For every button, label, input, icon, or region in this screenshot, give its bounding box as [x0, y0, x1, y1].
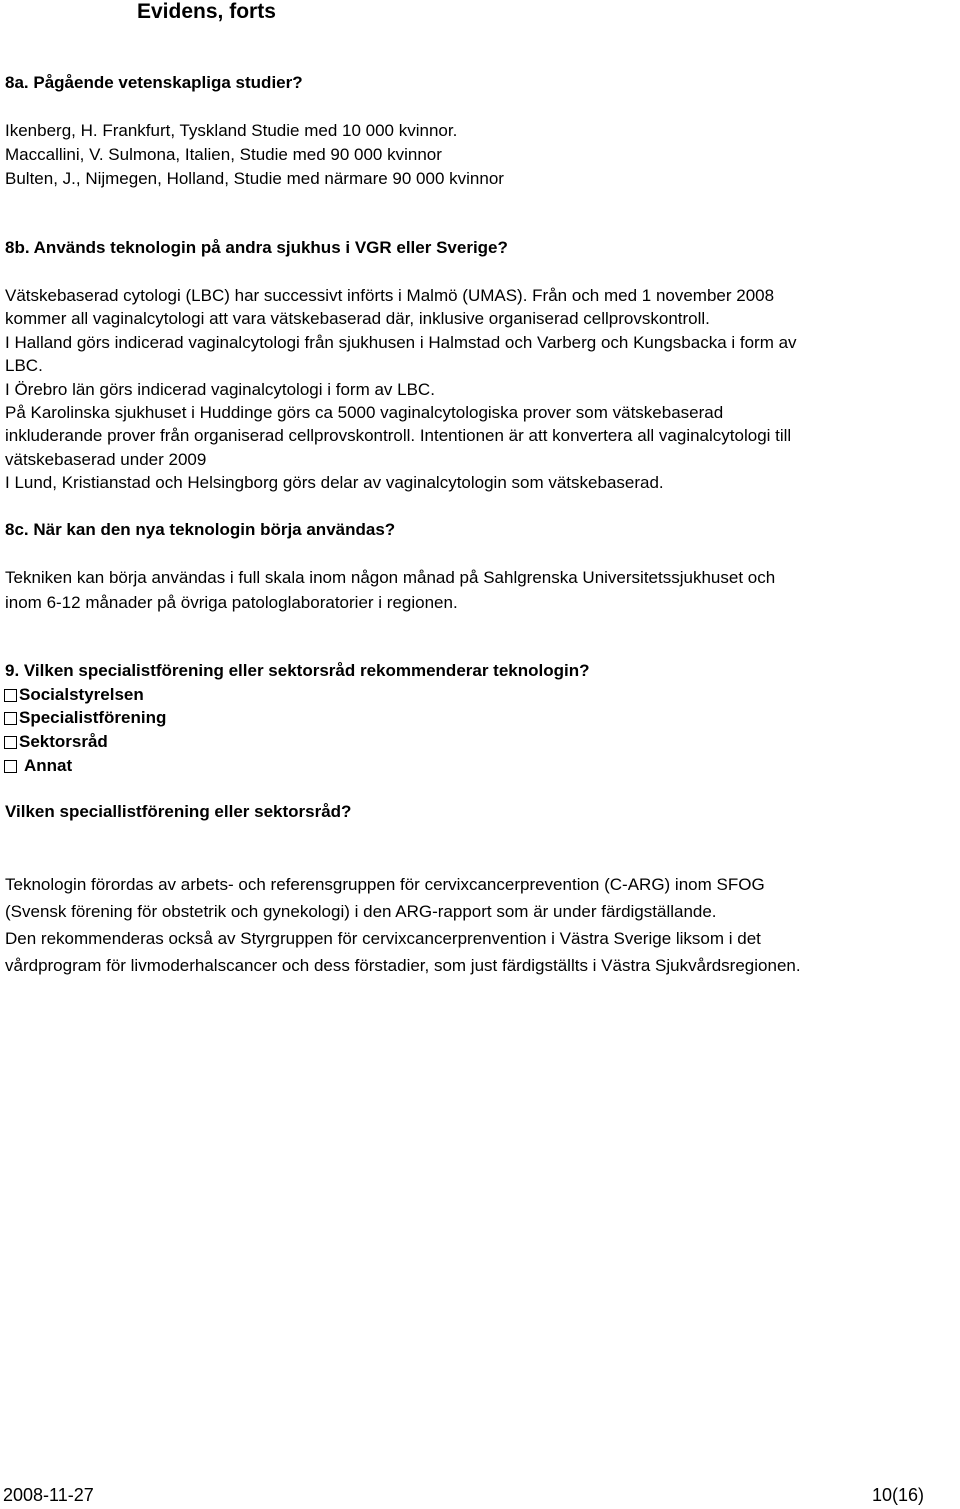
text-line: inkluderande prover från organiserad cellprovskontroll. Intentionen är att konvertera all vaginalcytologi till	[5, 426, 792, 446]
text-line: I Örebro län görs indicerad vaginalcytologi i form av LBC.	[5, 379, 435, 399]
question-8b-answer	[5, 284, 957, 495]
question-8b-heading: 8b. Används teknologin på andra sjukhus i VGR eller Sverige?	[5, 238, 508, 257]
checkbox-icon[interactable]	[4, 689, 17, 702]
text-line: inom 6-12 månader på övriga patologlaboratorier i regionen.	[5, 593, 458, 612]
option-label: Sektorsråd	[19, 732, 108, 751]
text-line: Maccallini, V. Sulmona, Italien, Studie med 90 000 kvinnor	[5, 145, 442, 164]
page-title: Evidens, forts	[137, 0, 276, 23]
question-8a-answer	[5, 119, 957, 191]
question-8c-heading: 8c. När kan den nya teknologin börja användas?	[5, 520, 396, 539]
option-socialstyrelsen[interactable]	[4, 684, 144, 706]
text-line: LBC.	[5, 356, 43, 376]
text-line: Tekniken kan börja användas i full skala inom någon månad på Sahlgrenska Universitetssjukhuset och	[5, 568, 776, 587]
checkbox-icon[interactable]	[4, 712, 17, 725]
question-8a-heading: 8a. Pågående vetenskapliga studier?	[5, 73, 303, 92]
question-9-subheading: Vilken speciallistförening eller sektorsråd?	[5, 802, 352, 821]
question-8c-answer	[5, 565, 957, 615]
text-line: På Karolinska sjukhuset i Huddinge görs ca 5000 vaginalcytologiska prover som vätskebaserad	[5, 403, 724, 423]
footer-page-number: 10(16)	[872, 1485, 925, 1505]
checkbox-icon[interactable]	[4, 736, 17, 749]
text-line: vårdprogram för livmoderhalscancer och dess förstadier, som just färdigställts i Västra Sjukvårdsregionen.	[5, 956, 801, 975]
question-9-heading: 9. Vilken specialistförening eller sektorsråd rekommenderar teknologin?	[5, 661, 590, 680]
text-line: Teknologin förordas av arbets- och referensgruppen för cervixcancerprevention (C-ARG) inom SFOG	[5, 875, 765, 894]
text-line: kommer all vaginalcytologi att vara vätskebaserad där, inklusive organiserad cellprovskontroll.	[5, 309, 710, 329]
text-line: I Lund, Kristianstad och Helsingborg görs delar av vaginalcytologin som vätskebaserad.	[5, 473, 664, 493]
text-line: Vätskebaserad cytologi (LBC) har successivt införts i Malmö (UMAS). Från och med 1 november 2008	[5, 286, 775, 305]
text-line: Bulten, J., Nijmegen, Holland, Studie med närmare 90 000 kvinnor	[5, 169, 504, 188]
text-line: (Svensk förening för obstetrik och gynekologi) i den ARG-rapport som är under färdigställande.	[5, 902, 717, 921]
option-label: Socialstyrelsen	[19, 685, 144, 704]
option-label: Annat	[24, 756, 73, 775]
option-sektorsrad[interactable]	[4, 731, 108, 753]
footer-date: 2008-11-27	[3, 1485, 94, 1505]
checkbox-icon[interactable]	[4, 760, 17, 773]
text-line: Den rekommenderas också av Styrgruppen för cervixcancerprenvention i Västra Sverige liksom i det	[5, 929, 761, 948]
option-specialistforening[interactable]	[4, 707, 166, 729]
question-9-answer	[5, 871, 957, 979]
text-line: vätskebaserad under 2009	[5, 449, 207, 469]
text-line: Ikenberg, H. Frankfurt, Tyskland Studie med 10 000 kvinnor.	[5, 121, 458, 140]
text-line: I Halland görs indicerad vaginalcytologi från sjukhusen i Halmstad och Varberg och Kungsbacka i form av	[5, 332, 797, 352]
option-annat[interactable]	[4, 755, 72, 777]
option-label: Specialistförening	[19, 708, 167, 727]
